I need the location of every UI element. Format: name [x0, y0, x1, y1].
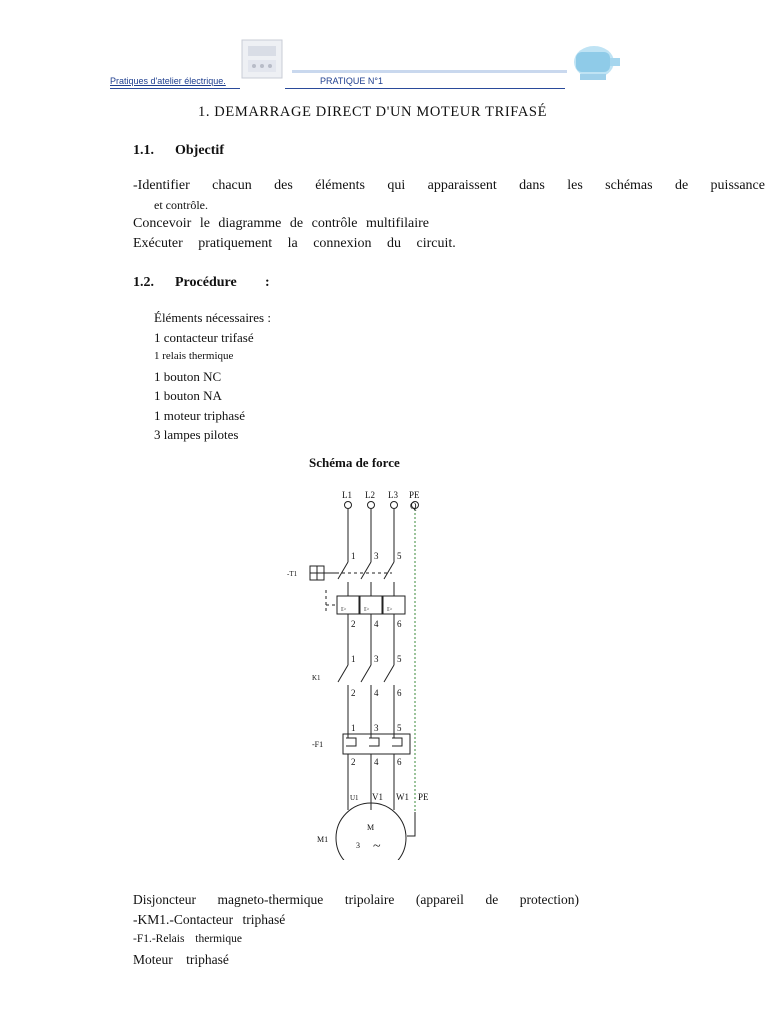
- terminal-number: 5: [397, 551, 402, 561]
- terminal-number: 3: [374, 723, 379, 733]
- list-item: 1 bouton NC: [154, 368, 222, 384]
- section-number-objectif: 1.1.: [133, 143, 154, 158]
- motor-ac-symbol: ~: [373, 839, 381, 854]
- list-item: 1 relais thermique: [154, 350, 234, 362]
- objectif-line-1-continued: et contrôle.: [154, 198, 208, 212]
- motor-m-label: M: [367, 823, 375, 832]
- f1-label: -F1: [312, 740, 324, 749]
- list-item: 3 lampes pilotes: [154, 427, 239, 442]
- terminal-number: 4: [374, 757, 379, 767]
- terminal-number: 3: [374, 551, 379, 561]
- terminal-l3: [391, 502, 398, 509]
- diagram-caption: Schéma de force: [309, 455, 400, 470]
- header-rule-right: [285, 88, 565, 89]
- terminal-number: 5: [397, 723, 402, 733]
- list-item: 1 bouton NA: [154, 388, 222, 403]
- terminal-number: 6: [397, 688, 402, 698]
- terminal-number: 6: [397, 757, 402, 767]
- terminal-number: 5: [397, 654, 402, 664]
- contactor-logo-icon: [240, 38, 284, 80]
- section-heading-colon: :: [265, 275, 270, 290]
- equipment-list: [154, 308, 271, 445]
- power-circuit-diagram: [270, 480, 450, 860]
- k1-label: K1: [312, 674, 321, 682]
- objectif-line-2: Concevoir le diagramme de contrôle multifilaire: [133, 216, 429, 231]
- list-item: Éléments nécessaires :: [154, 310, 271, 325]
- terminal-number: 2: [351, 757, 356, 767]
- phase-label-l2: L2: [365, 490, 375, 500]
- legend-line-breaker: Disjoncteur magneto-thermique tripolaire (appareil de protection): [133, 892, 579, 907]
- motor-terminal-u1: U1: [350, 794, 359, 802]
- breaker-mark: I>: [387, 607, 393, 613]
- section-heading-objectif: Objectif: [175, 143, 224, 158]
- terminal-number: 4: [374, 619, 379, 629]
- terminal-number: 4: [374, 688, 379, 698]
- legend-line-relay: -F1.-Relais thermique: [133, 933, 242, 945]
- t1-label: -T1: [287, 570, 298, 578]
- phase-label-l3: L3: [388, 490, 398, 500]
- motor-terminal-v1: V1: [372, 792, 383, 802]
- terminal-l2: [368, 502, 375, 509]
- breaker-mark: I>: [364, 607, 370, 613]
- header-rule-left: [110, 88, 240, 89]
- phase-label-pe: PE: [409, 490, 420, 500]
- motor-terminal-w1: W1: [396, 792, 409, 802]
- terminal-number: 1: [351, 723, 356, 733]
- m1-label: M1: [317, 835, 329, 844]
- terminal-number: 2: [351, 688, 356, 698]
- objectif-line-1: -Identifier chacun des éléments qui apparaissent dans les schémas de puissance: [133, 178, 765, 193]
- terminal-l1: [345, 502, 352, 509]
- q-label: Q: [410, 501, 417, 511]
- terminal-number: 3: [374, 654, 379, 664]
- terminal-number: 2: [351, 619, 356, 629]
- terminal-number: 6: [397, 619, 402, 629]
- phase-label-l1: L1: [342, 490, 352, 500]
- header-course-label: Pratiques d'atelier électrique.: [110, 76, 226, 86]
- page-title: 1. DEMARRAGE DIRECT D'UN MOTEUR TRIFASÉ: [198, 104, 548, 120]
- section-heading-procedure: Procédure: [175, 275, 237, 290]
- motor-logo-icon: [566, 40, 622, 84]
- motor-phase-count: 3: [356, 841, 360, 850]
- legend-line-contactor: -KM1.-Contacteur triphasé: [133, 912, 286, 927]
- breaker-mark: I>: [341, 607, 347, 613]
- terminal-number: 1: [351, 551, 356, 561]
- terminal-number: 1: [351, 654, 356, 664]
- list-item: 1 contacteur trifasé: [154, 329, 254, 345]
- section-number-procedure: 1.2.: [133, 275, 154, 290]
- header-bar: [292, 70, 567, 73]
- legend-line-motor: Moteur triphasé: [133, 952, 229, 967]
- list-item: 1 moteur triphasé: [154, 407, 245, 423]
- objectif-line-3: Exécuter pratiquement la connexion du circuit.: [133, 236, 456, 251]
- motor-terminal-pe: PE: [418, 792, 429, 802]
- header-practice-label: PRATIQUE N°1: [320, 76, 383, 86]
